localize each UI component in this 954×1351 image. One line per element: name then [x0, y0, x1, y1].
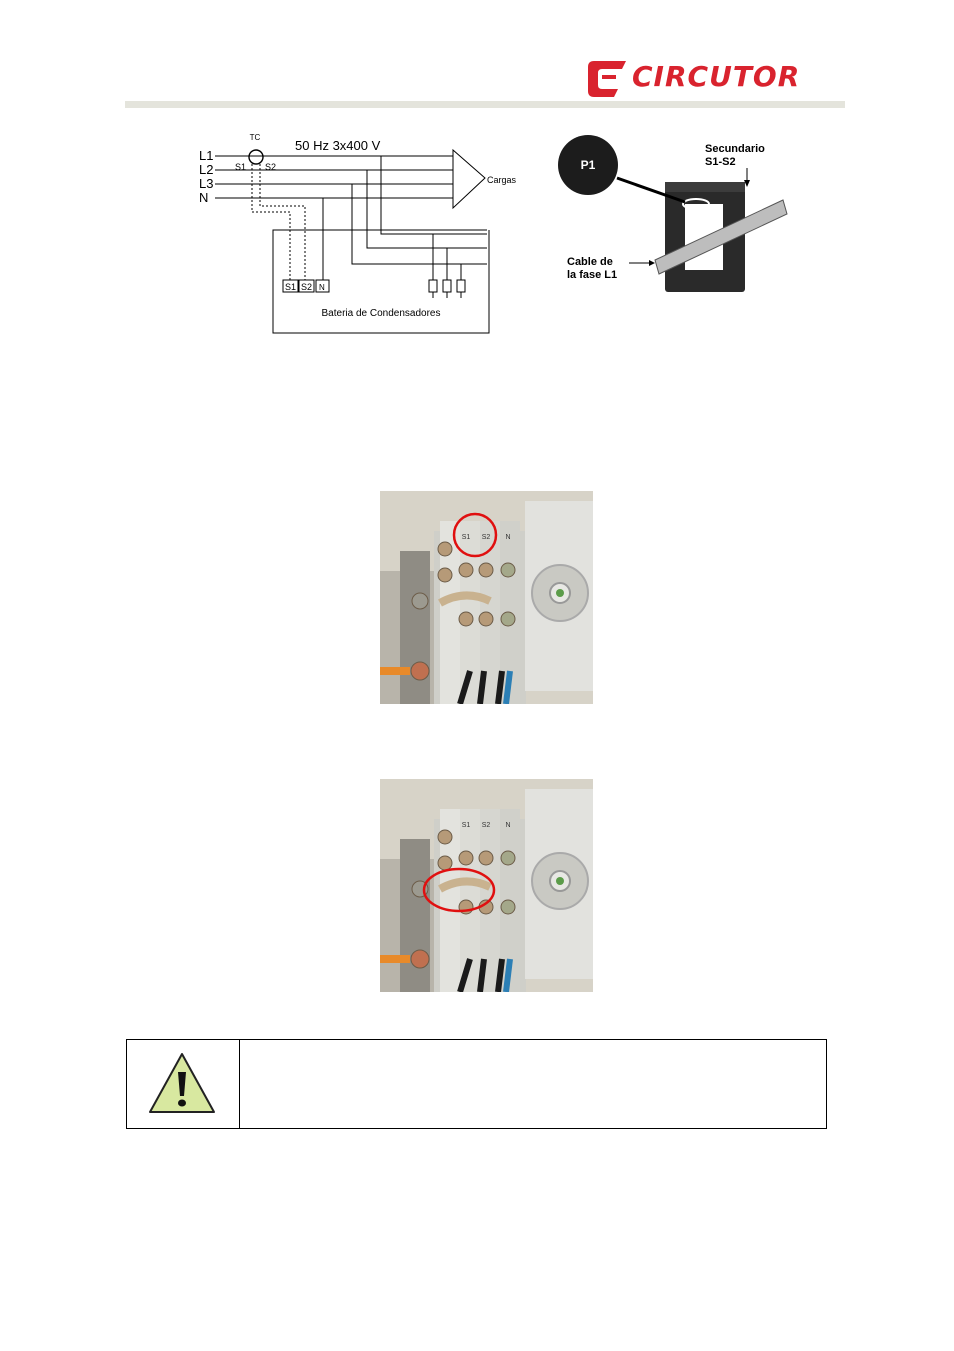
secondary-label-line1: Secundario [705, 143, 765, 155]
photo1-terminal-s2: S2 [481, 534, 491, 541]
cable-label-line2: la fase L1 [567, 269, 618, 281]
header-divider [125, 101, 845, 108]
loads-label: Cargas [487, 175, 517, 185]
line-label-l3: L3 [199, 176, 214, 191]
cable-label-line1: Cable de [567, 256, 613, 268]
warning-triangle-icon [147, 1050, 217, 1116]
brand-name: CIRCUTOR [632, 60, 801, 93]
warning-box [126, 1039, 827, 1129]
terminal-photo-2 [380, 779, 593, 992]
photo1-terminal-s1: S1 [461, 534, 471, 541]
ct-installation-figure [555, 132, 795, 302]
s1-label: S1 [235, 162, 247, 172]
ct-symbol-icon [249, 150, 263, 164]
line-label-n: N [199, 190, 209, 205]
terminal-s1-label: S1 [285, 282, 297, 292]
photo2-terminal-n: N [505, 822, 511, 829]
s2-label: S2 [265, 162, 277, 172]
supply-label: 50 Hz 3x400 V [295, 138, 381, 153]
line-label-l1: L1 [199, 148, 214, 163]
terminal-photo-1 [380, 491, 593, 704]
secondary-label-line2: S1-S2 [705, 156, 736, 168]
capacitor-1-icon [429, 280, 437, 292]
ct-label: TC [249, 133, 261, 142]
p1-label: P1 [580, 158, 596, 172]
photo2-terminal-s1: S1 [461, 822, 471, 829]
terminal-s2-label: S2 [301, 282, 313, 292]
capacitor-3-icon [457, 280, 465, 292]
photo2-terminal-s2: S2 [481, 822, 491, 829]
warning-text [255, 1050, 815, 1116]
warning-divider [239, 1040, 240, 1128]
logo-mark-icon [588, 61, 626, 97]
wiring-diagram [195, 130, 535, 338]
battery-label: Bateria de Condensadores [321, 308, 441, 319]
photo1-terminal-n: N [505, 534, 511, 541]
terminal-n-label: N [319, 283, 325, 292]
capacitor-2-icon [443, 280, 451, 292]
line-label-l2: L2 [199, 162, 214, 177]
